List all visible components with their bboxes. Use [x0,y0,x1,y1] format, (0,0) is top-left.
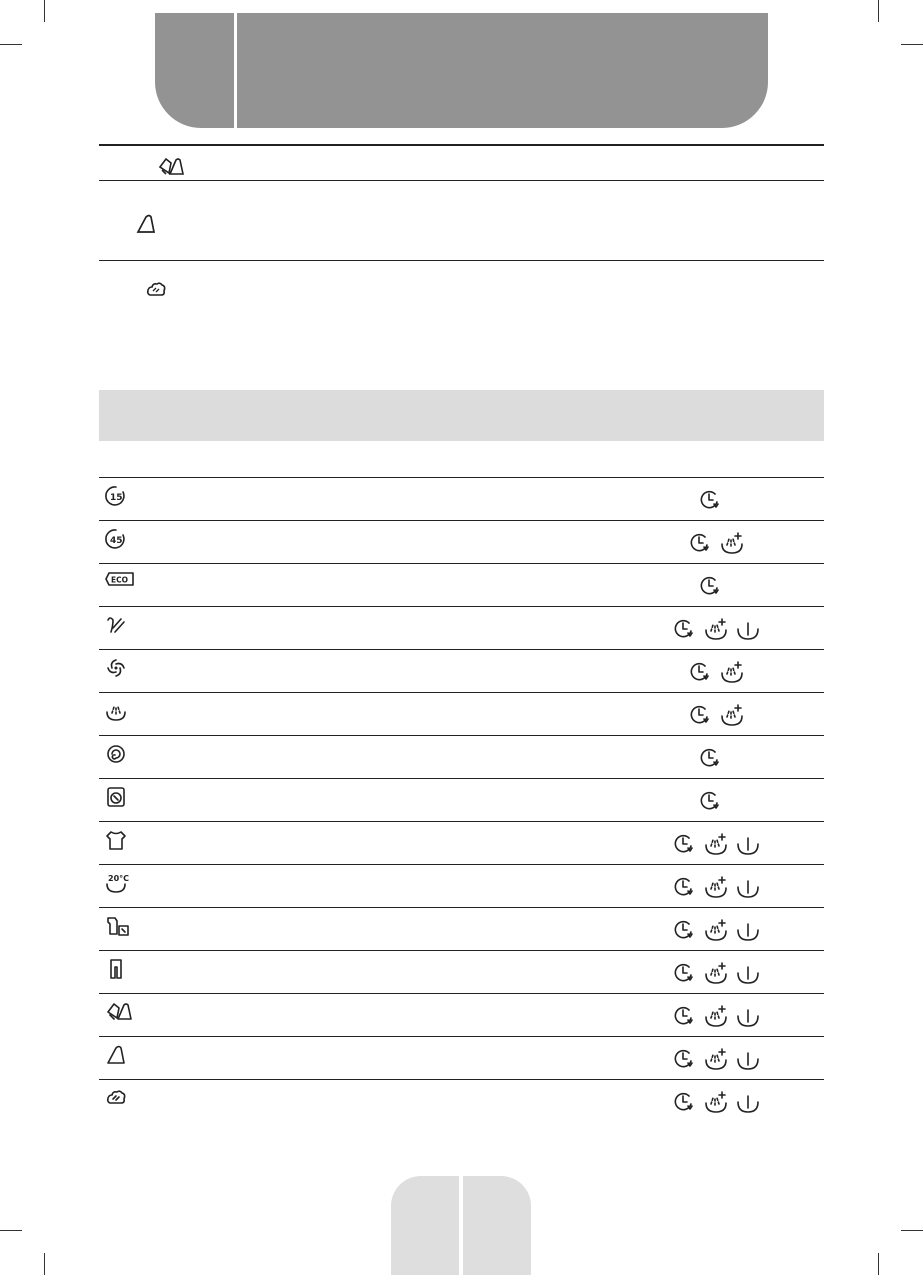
delay-end-icon [672,918,696,942]
baby-care-icon [105,829,127,851]
option-icons [690,572,722,600]
delay-end-icon [672,961,696,985]
shirts-icon [105,915,127,937]
option-icons [664,1045,760,1073]
option-icons [680,701,744,729]
crop-mark [0,1230,22,1231]
option-icons [664,830,760,858]
spin-icon [736,1090,760,1114]
table-row [99,477,824,520]
chapter-title-bar [237,13,768,128]
table-row [99,950,824,993]
extra-rinse-icon [704,875,728,899]
table-row [99,563,824,606]
delay-end-icon [698,574,722,598]
quick-15-icon [105,485,127,507]
extra-rinse-icon [704,832,728,856]
crop-mark [878,0,879,22]
delay-end-icon [698,746,722,770]
crop-mark [901,44,923,45]
extra-rinse-icon [704,1047,728,1071]
page-tab-right [463,1176,531,1275]
table-row [99,606,824,649]
option-icons [664,959,760,987]
extra-rinse-icon [704,617,728,641]
delay-end-icon [672,1004,696,1028]
spin-icon [736,1047,760,1071]
option-icons [664,615,760,643]
svg-text:15: 15 [110,493,123,503]
table-row [99,864,824,907]
drum-clean-icon [105,786,127,808]
delay-end-icon [688,531,712,555]
spin-icon [736,918,760,942]
crop-mark [44,1253,45,1275]
option-icons [680,529,744,557]
table-row [99,1079,824,1122]
delay-end-icon [698,789,722,813]
delay-end-icon [672,1047,696,1071]
option-icons [690,744,722,772]
delay-end-icon [672,1090,696,1114]
divider [99,180,824,181]
table-row [99,520,824,563]
crop-mark [0,44,22,45]
extra-rinse-icon [704,1090,728,1114]
table-row [99,649,824,692]
svg-text:20°C: 20°C [108,874,130,883]
table-row [99,735,824,778]
crop-mark [878,1253,879,1275]
table-row [99,907,824,950]
drain-icon [105,743,127,765]
option-icons [664,1002,760,1030]
spin-icon [736,875,760,899]
table-row [99,821,824,864]
spin-icon [736,832,760,856]
option-icons [690,486,722,514]
svg-text:ECO: ECO [111,575,129,585]
spin-program-icon [105,657,127,679]
rinse-icon [105,700,127,722]
divider [99,260,824,261]
extra-rinse-icon [720,703,744,727]
delay-end-icon [698,488,722,512]
program-options-table [99,477,824,1122]
chapter-tab [155,13,234,128]
jeans-icon [105,958,127,980]
svg-text:45: 45 [110,536,123,546]
table-row [99,778,824,821]
option-icons [690,787,722,815]
quick-45-icon [105,528,127,550]
option-icons [664,1088,760,1116]
option-icons [664,916,760,944]
delay-end-icon [672,875,696,899]
delay-end-icon [672,832,696,856]
option-icons [680,658,744,686]
mixed-load-icon [105,1001,127,1023]
wool-icon [146,281,166,299]
delicate-icon [105,1044,127,1066]
delay-end-icon [688,660,712,684]
extra-rinse-icon [704,961,728,985]
cold-20-icon [105,872,130,894]
eco-icon [105,571,127,593]
extra-rinse-icon [704,918,728,942]
wool-icon [105,1087,127,1109]
spin-icon [736,961,760,985]
crop-mark [44,0,45,22]
table-row [99,692,824,735]
table-title-band [99,390,824,441]
mixed-load-icon [157,156,185,178]
extra-rinse-icon [704,1004,728,1028]
crop-mark [901,1230,923,1231]
table-row [99,993,824,1036]
delay-end-icon [688,703,712,727]
page-tab-left [391,1176,459,1275]
synthetics-icon [105,614,127,636]
extra-rinse-icon [720,660,744,684]
spin-icon [736,1004,760,1028]
delicate-icon [136,214,156,234]
spin-icon [736,617,760,641]
option-icons [664,873,760,901]
extra-rinse-icon [720,531,744,555]
table-row [99,1036,824,1079]
divider [99,144,824,146]
delay-end-icon [672,617,696,641]
